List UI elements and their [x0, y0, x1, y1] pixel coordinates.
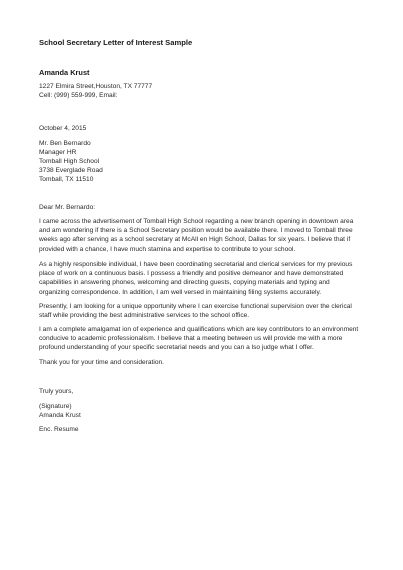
paragraph-line: staff while providing the best administrative services to the school office.	[39, 312, 250, 320]
body-paragraph-4	[39, 325, 369, 353]
paragraph-line: As a highly responsible individual, I have been coordinating secretarial and clerical services for my previous	[39, 261, 353, 268]
signature: (Signature)	[39, 403, 72, 410]
paragraph-line: I came across the advertisement of Tomball High School regarding a new branch opening in downtown area	[39, 218, 354, 225]
paragraph-line: conducive to academic professionalism. I believe that a meeting between us will provide me with a more	[39, 335, 343, 343]
sender-address: 1227 Elmira Street,Houston, TX 77777	[39, 83, 153, 90]
document-title: School Secretary Letter of Interest Sample	[39, 38, 193, 47]
body-paragraph-5	[39, 358, 369, 367]
paragraph-line: place of work on a continuous basis. I possess a friendly and positive demeanor and have demonstrated	[39, 270, 344, 278]
salutation: Dear Mr. Bernardo:	[39, 204, 96, 211]
paragraph-line: provided with a chance, I have much stamina and expertise to contribute to your school.	[39, 245, 296, 253]
paragraph-line: I am a complete amalgamat ion of experience and qualifications which are key contributors to an environment	[39, 326, 359, 333]
body-paragraph-2	[39, 260, 369, 297]
body-paragraph-3	[39, 302, 369, 320]
paragraph-line: weeks ago after serving as a school secretary at McAll en High School, Dallas for six years. I believe that if	[39, 236, 351, 244]
closing: Truly yours,	[39, 388, 74, 395]
paragraph-line: organizing correspondence. In addition, I am well versed in maintaining filing systems accurately.	[39, 288, 322, 296]
recipient-name: Mr. Ben Bernardo	[39, 140, 91, 147]
recipient-street: 3738 Everglade Road	[39, 167, 103, 174]
enclosure: Enc. Resume	[39, 426, 79, 433]
recipient-city: Tomball, TX 11510	[39, 176, 94, 183]
sender-contact: Cell: (999) 559-999, Email:	[39, 92, 118, 99]
recipient-title: Manager HR	[39, 149, 77, 156]
paragraph-line: Presently, I am looking for a unique opportunity where I can exercise functional supervision over the clerical	[39, 303, 352, 310]
paragraph-line: capabilities in answering phones, welcoming and directing guests, copying materials and typing and	[39, 279, 330, 287]
paragraph-line: profound understanding of your specific secretarial needs and you can a lso judge what I offer.	[39, 344, 314, 352]
sender-name: Amanda Krust	[39, 68, 90, 77]
letter-date: October 4, 2015	[39, 125, 87, 132]
paragraph-line: and am wondering if there is a School Secretary position would be available there. I moved to Tomball three	[39, 227, 353, 235]
signer-name: Amanda Krust	[39, 412, 81, 419]
recipient-organization: Tomball High School	[39, 158, 100, 165]
body-paragraph-1	[39, 217, 369, 254]
paragraph-line: Thank you for your time and consideration.	[39, 359, 164, 366]
